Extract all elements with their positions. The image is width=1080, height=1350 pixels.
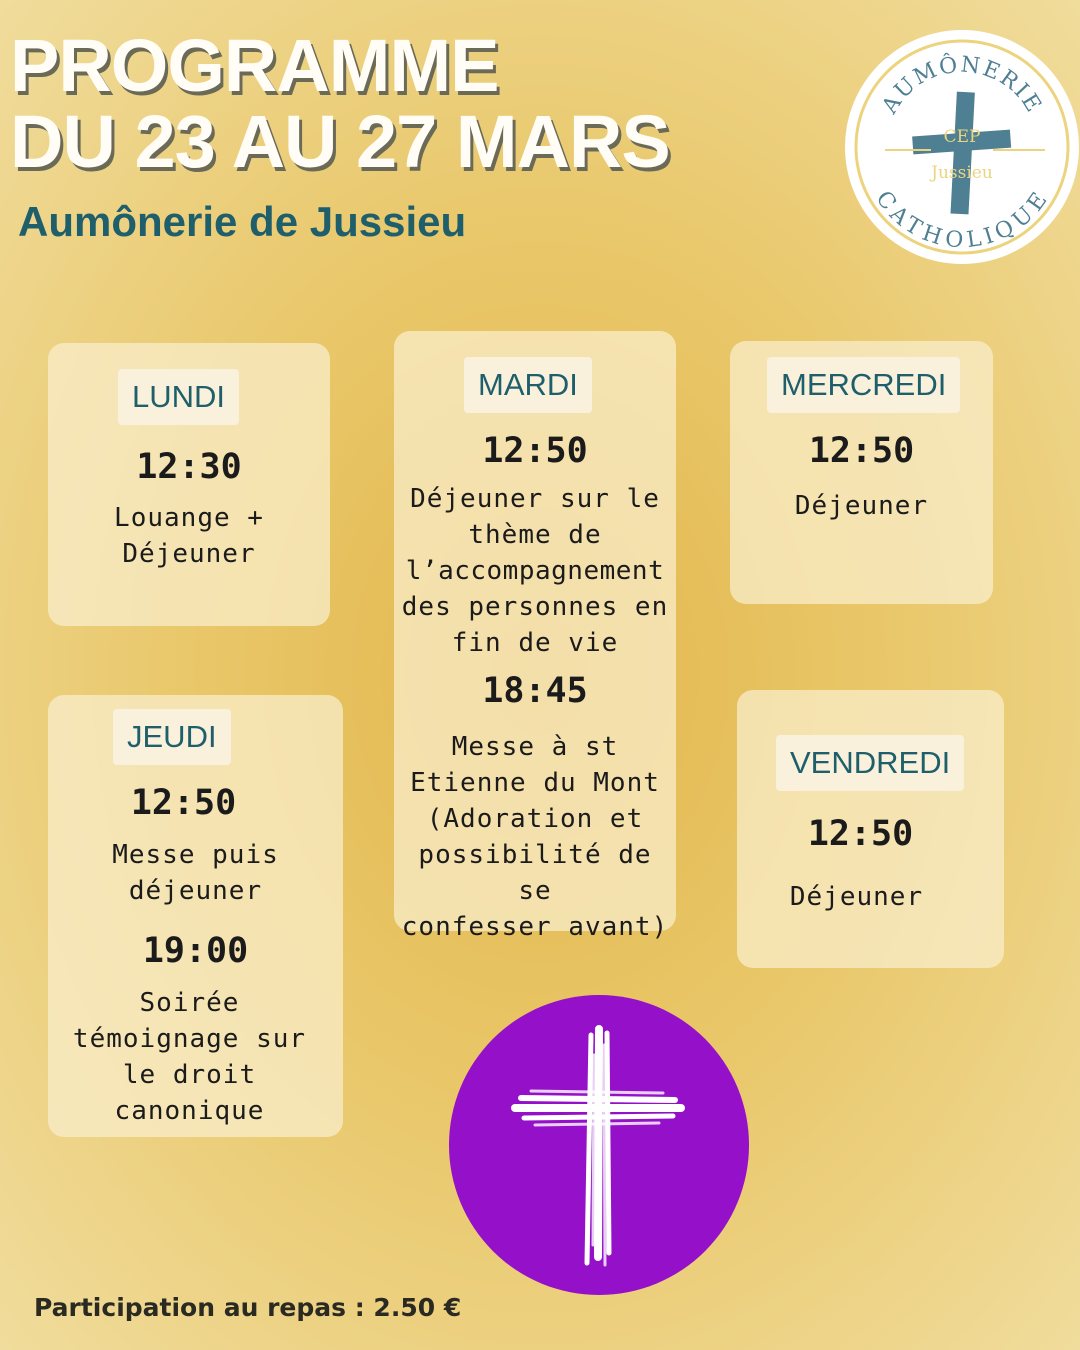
time-mercredi-1: 12:50 xyxy=(808,431,915,471)
desc-jeudi-2: Soirée témoignage sur le droit canonique xyxy=(72,988,307,1126)
desc-mardi-1: Déjeuner sur le thème de l’accompagnement des personnes en fin de vie xyxy=(401,484,669,658)
title-line-2: DU 23 AU 27 MARS xyxy=(10,100,670,183)
cross-icon xyxy=(449,995,749,1295)
card-lundi xyxy=(48,343,330,626)
page-title xyxy=(10,24,670,183)
day-label-lundi: LUNDI xyxy=(118,369,239,425)
logo-center-line-2: Jussieu xyxy=(931,163,993,183)
desc-lundi-1: Louange + Déjeuner xyxy=(114,503,264,569)
card-mardi xyxy=(394,331,676,942)
card-mercredi xyxy=(730,341,993,604)
card-jeudi xyxy=(48,695,343,1137)
cross-icon xyxy=(912,92,1011,215)
lent-cross-emblem xyxy=(449,995,749,1295)
time-mardi-1: 12:50 xyxy=(482,431,588,471)
time-vendredi-1: 12:50 xyxy=(807,814,914,854)
time-lundi-1: 12:30 xyxy=(136,447,242,487)
logo-bottom-text: CATHOLIQUE xyxy=(870,186,1054,254)
desc-jeudi-1: Messe puis déjeuner xyxy=(112,840,279,906)
logo-top-text: AUMÔNERIE xyxy=(877,52,1047,119)
card-vendredi xyxy=(737,690,1004,968)
time-jeudi-2: 19:00 xyxy=(142,931,249,971)
day-label-jeudi: JEUDI xyxy=(113,709,231,765)
desc-mardi-2: Messe à st Etienne du Mont (Adoration et possibilité de se confesser avant) xyxy=(401,732,669,942)
logo-center-line-1: CEP xyxy=(943,127,981,147)
time-jeudi-1: 12:50 xyxy=(130,783,237,823)
meal-price-note: Participation au repas : 2.50 € xyxy=(34,1293,462,1322)
aumonerie-logo xyxy=(845,30,1079,264)
day-label-mercredi: MERCREDI xyxy=(767,357,960,413)
title-line-1: PROGRAMME xyxy=(10,24,499,107)
time-mardi-2: 18:45 xyxy=(482,671,588,711)
day-label-mardi: MARDI xyxy=(464,357,592,413)
desc-vendredi-1: Déjeuner xyxy=(789,882,924,912)
desc-mercredi-1: Déjeuner xyxy=(794,491,929,521)
day-label-vendredi: VENDREDI xyxy=(776,735,964,791)
page-subtitle: Aumônerie de Jussieu xyxy=(18,198,467,245)
